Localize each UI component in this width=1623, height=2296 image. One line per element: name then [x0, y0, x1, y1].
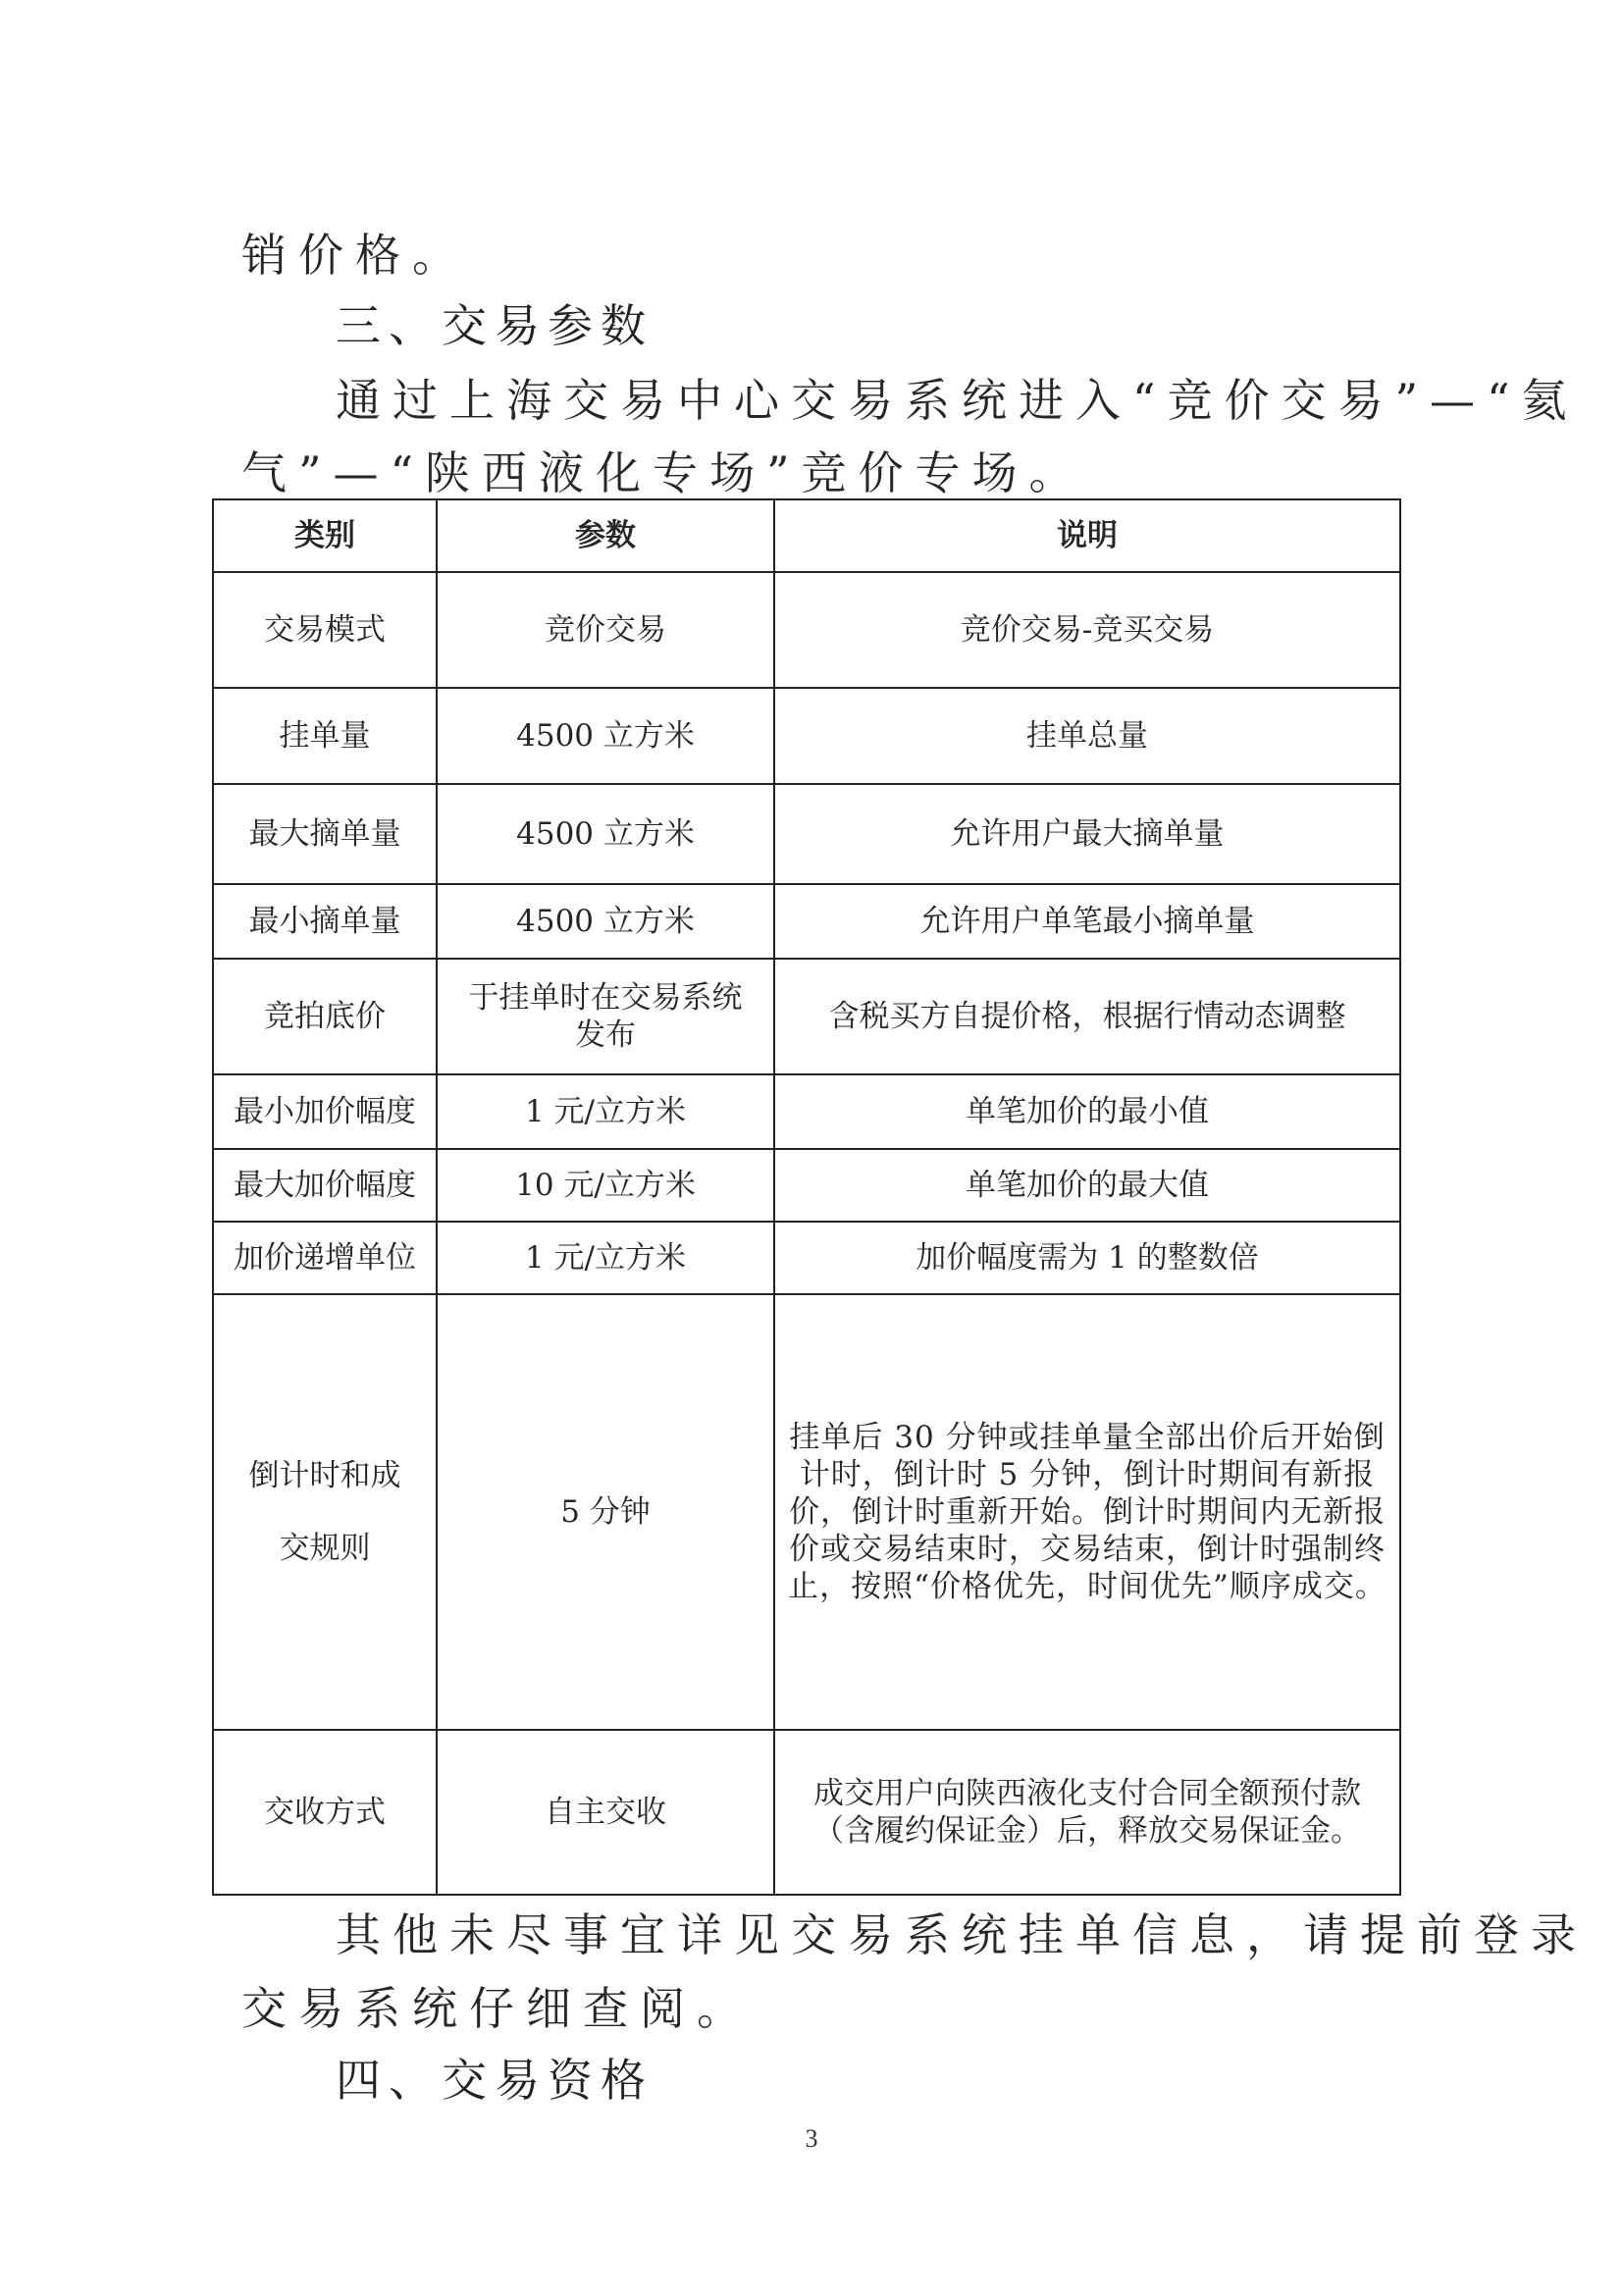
note-paragraph-line-2: 交易系统仔细查阅。: [241, 1982, 754, 2035]
cell-description: 含税买方自提价格，根据行情动态调整: [774, 959, 1400, 1074]
intro-paragraph-line-2: 气”—“陕西液化专场”竞价专场。: [241, 446, 1086, 499]
cell-description: 挂单后 30 分钟或挂单量全部出价后开始倒计时，倒计时 5 分钟，倒计时期间有新报价，倒计时重新开始。倒计时期间内无新报价或交易结束时，交易结束，倒计时强制终止，按照“价格优先，时间优先”顺序成交。: [774, 1294, 1400, 1730]
cell-description: 加价幅度需为 1 的整数倍: [774, 1222, 1400, 1294]
cell-category: 最大加价幅度: [213, 1149, 437, 1222]
cell-parameter: 1 元/立方米: [437, 1074, 774, 1149]
cell-parameter: 4500 立方米: [437, 688, 774, 784]
table-row: [213, 784, 1400, 884]
page-number: 3: [805, 2124, 818, 2153]
cell-description: 单笔加价的最大值: [774, 1149, 1400, 1222]
note-paragraph-line-1: 其他未尽事宜详见交易系统挂单信息，请提前登录: [336, 1908, 1588, 1961]
cell-category: 倒计时和成交规则: [213, 1294, 437, 1730]
table-row: [213, 1730, 1400, 1895]
cell-description: 允许用户最大摘单量: [774, 784, 1400, 884]
table-row: [213, 1222, 1400, 1294]
table-header-row: [213, 499, 1400, 572]
cell-description: 挂单总量: [774, 688, 1400, 784]
cell-parameter: 竞价交易: [437, 572, 774, 688]
header-category: 类别: [213, 499, 437, 572]
header-description: 说明: [774, 499, 1400, 572]
cell-category: 挂单量: [213, 688, 437, 784]
paragraph-continuation: 销价格。: [241, 229, 469, 282]
cell-parameter: 1 元/立方米: [437, 1222, 774, 1294]
cell-description: 允许用户单笔最小摘单量: [774, 884, 1400, 959]
cell-description: 竞价交易-竞买交易: [774, 572, 1400, 688]
cell-parameter: 4500 立方米: [437, 884, 774, 959]
table-row: [213, 959, 1400, 1074]
cell-parameter: 5 分钟: [437, 1294, 774, 1730]
intro-paragraph-line-1: 通过上海交易中心交易系统进入“竞价交易”—“氦: [336, 374, 1579, 427]
table-row: [213, 688, 1400, 784]
cell-category: 加价递增单位: [213, 1222, 437, 1294]
section-3-heading: 三、交易参数: [336, 299, 654, 352]
cell-category: 最小加价幅度: [213, 1074, 437, 1149]
cell-category: 交易模式: [213, 572, 437, 688]
cell-parameter: 自主交收: [437, 1730, 774, 1895]
section-4-heading: 四、交易资格: [336, 2054, 654, 2107]
cell-parameter: 于挂单时在交易系统发布: [437, 959, 774, 1074]
table-row: [213, 1294, 1400, 1730]
trading-parameters-table: [212, 498, 1401, 1896]
cell-category: 最小摘单量: [213, 884, 437, 959]
table-row: [213, 1074, 1400, 1149]
table-row: [213, 1149, 1400, 1222]
table-row: [213, 572, 1400, 688]
cell-description: 单笔加价的最小值: [774, 1074, 1400, 1149]
cell-category: 最大摘单量: [213, 784, 437, 884]
table-row: [213, 884, 1400, 959]
cell-category: 竞拍底价: [213, 959, 437, 1074]
cell-parameter: 10 元/立方米: [437, 1149, 774, 1222]
cell-parameter: 4500 立方米: [437, 784, 774, 884]
cell-category: 交收方式: [213, 1730, 437, 1895]
cell-description: 成交用户向陕西液化支付合同全额预付款（含履约保证金）后，释放交易保证金。: [774, 1730, 1400, 1895]
header-parameter: 参数: [437, 499, 774, 572]
